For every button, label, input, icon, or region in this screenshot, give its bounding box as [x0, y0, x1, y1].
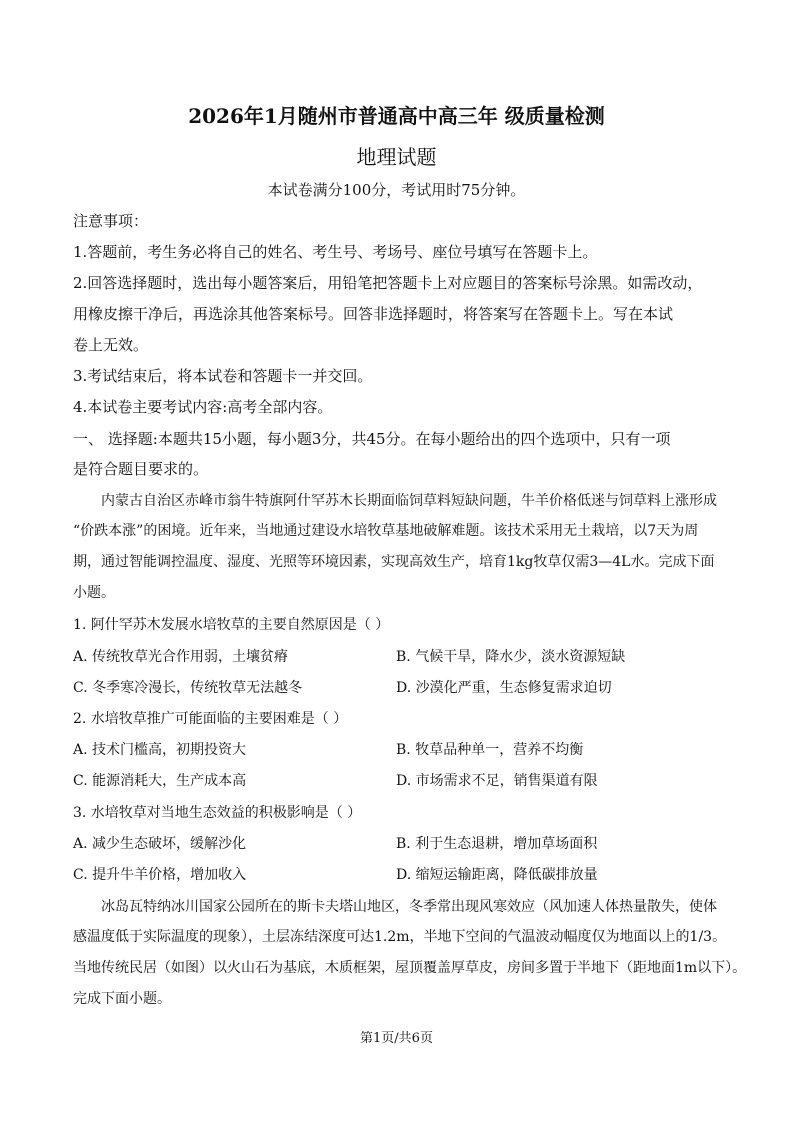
notice-item: 卷上无效。 — [73, 336, 149, 354]
question-stem: 3. 水培牧草对当地生态效益的积极影响是（ ） — [73, 805, 362, 821]
page-number: 第1页/共6页 — [360, 1031, 433, 1046]
section-heading-cont: 是符合题目要求的。 — [73, 460, 209, 478]
passage-line: 感温度低于实际温度的现象），土层冻结深度可达1.2m，半地下空间的气温波动幅度仅为地面以上的1/3。 — [73, 929, 727, 945]
notice-heading: 注意事项： — [73, 212, 149, 230]
notice-item: 3.考试结束后，将本试卷和答题卡一并交回。 — [73, 367, 373, 385]
passage-line: “价跌本涨”的困境。近年来，当地通过建设水培牧草基地破解难题。该技术采用无土栽培，以7天为周 — [73, 523, 699, 539]
passage-line: 期，通过智能调控温度、湿度、光照等环境因素，实现高效生产，培育1kg牧草仅需3—4L水。完成下面 — [73, 554, 715, 570]
option-b: B. 牧草品种单一，营养不均衡 — [396, 742, 584, 758]
option-c: C. 冬季寒冷漫长，传统牧草无法越冬 — [73, 680, 303, 696]
notice-item: 用橡皮擦干净后，再选涂其他答案标号。回答非选择题时，将答案写在答题卡上。写在本试 — [73, 305, 674, 323]
notice-item: 2.回答选择题时，选出每小题答案后，用铅笔把答题卡上对应题目的答案标号涂黑。如需改动， — [73, 274, 703, 292]
option-a: A. 技术门槛高，初期投资大 — [73, 742, 247, 758]
option-d: D. 市场需求不足，销售渠道有限 — [396, 773, 598, 789]
section-heading: 一、 选择题:本题共15小题，每小题3分，共45分。在每小题给出的四个选项中，只有一项 — [73, 430, 671, 448]
option-d: D. 缩短运输距离，降低碳排放量 — [396, 867, 598, 883]
subject-title: 地理试题 — [356, 145, 437, 169]
notice-item: 1.答题前，考生务必将自己的姓名、考生号、考场号、座位号填写在答题卡上。 — [73, 243, 598, 261]
passage-line: 完成下面小题。 — [73, 991, 171, 1007]
passage-line: 当地传统民居（如图）以火山石为基底，木质框架，屋顶覆盖厚草皮，房间多置于半地下（距地面1m以下）。 — [73, 960, 747, 976]
passage-line: 小题。 — [73, 585, 115, 601]
question-stem: 1. 阿什罕苏木发展水培牧草的主要自然原因是（ ） — [73, 617, 390, 633]
option-d: D. 沙漠化严重，生态修复需求迫切 — [396, 680, 612, 696]
option-c: C. 能源消耗大，生产成本高 — [73, 773, 247, 789]
option-b: B. 利于生态退耕，增加草场面积 — [396, 836, 598, 852]
exam-info: 本试卷满分100分，考试用时75分钟。 — [267, 181, 526, 199]
option-a: A. 减少生态破坏，缓解沙化 — [73, 836, 247, 852]
option-c: C. 提升牛羊价格，增加收入 — [73, 867, 247, 883]
question-stem: 2. 水培牧草推广可能面临的主要困难是（ ） — [73, 711, 348, 727]
passage-line: 内蒙古自治区赤峰市翁牛特旗阿什罕苏木长期面临饲草料短缺问题，牛羊价格低迷与饲草料上涨形成 — [101, 493, 717, 509]
option-b: B. 气候干旱，降水少，淡水资源短缺 — [396, 649, 626, 665]
passage-line: 冰岛瓦特纳冰川国家公园所在的斯卡夫塔山地区，冬季常出现风寒效应（风加速人体热量散失，使体 — [101, 899, 717, 915]
exam-title: 2026年1月随州市普通高中高三年 级质量检测 — [188, 104, 605, 128]
notice-item: 4.本试卷主要考试内容:高考全部内容。 — [73, 398, 333, 416]
option-a: A. 传统牧草光合作用弱，土壤贫瘠 — [73, 649, 289, 665]
